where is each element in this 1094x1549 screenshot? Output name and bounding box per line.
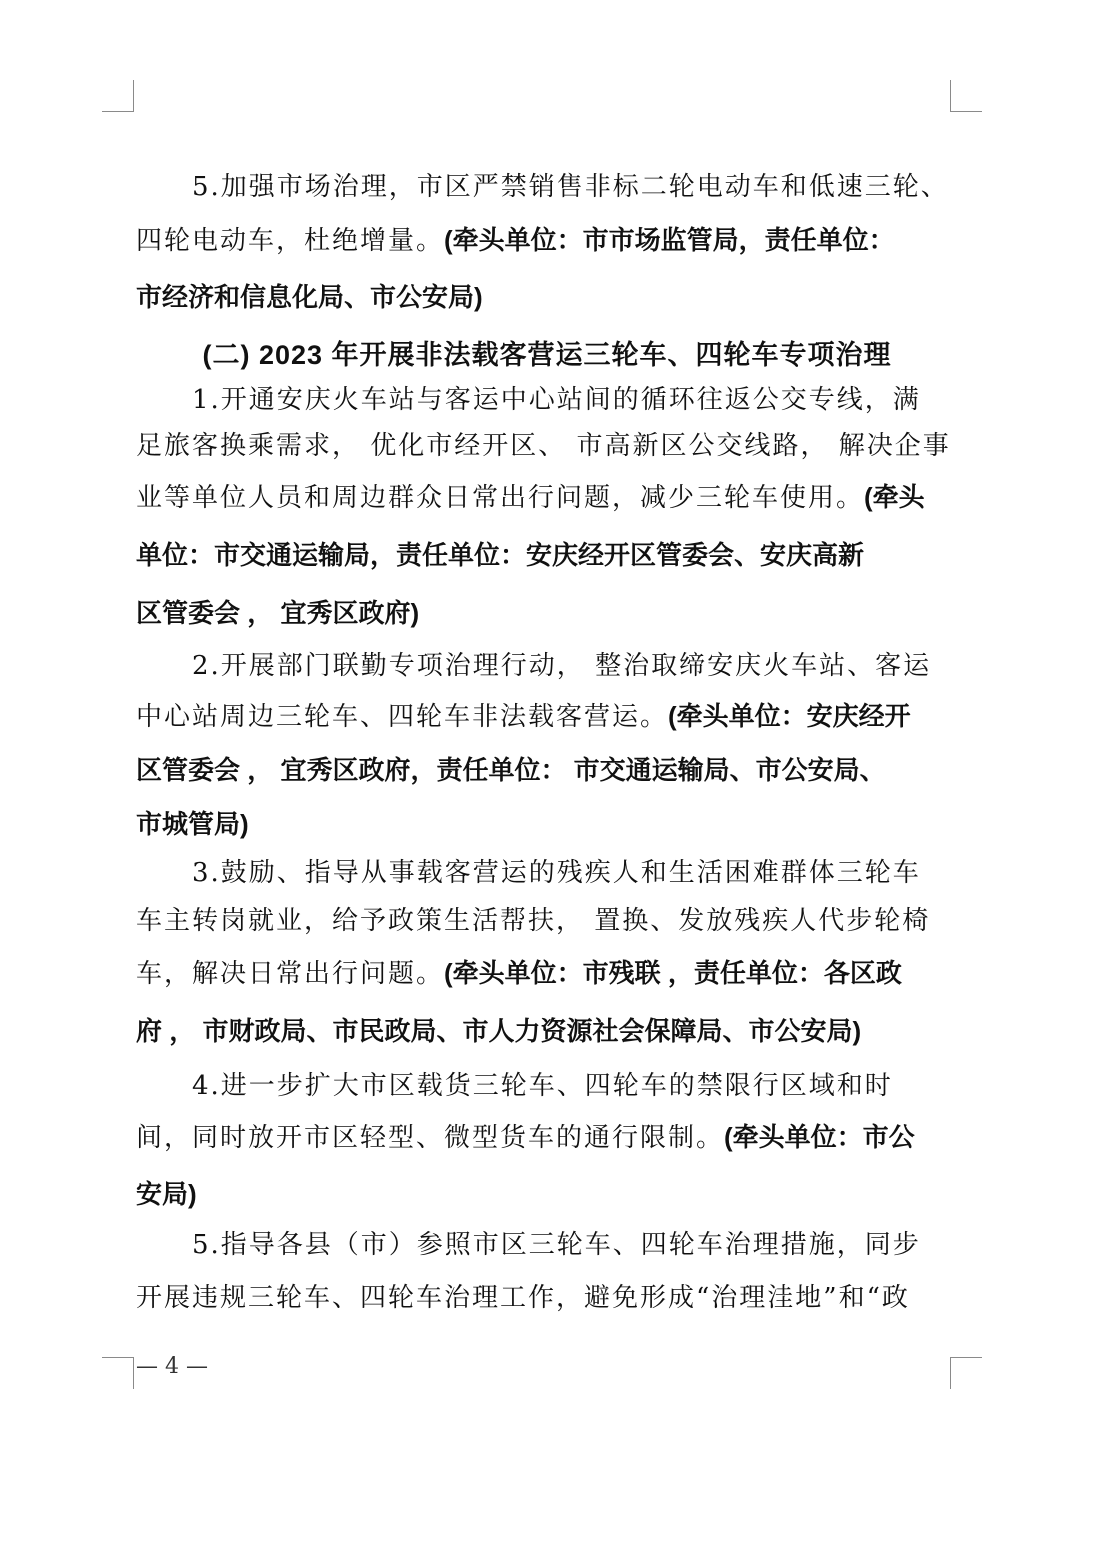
text-line bbox=[136, 1122, 915, 1152]
text-line: 5.指导各县（市）参照市区三轮车、四轮车治理措施，同步 bbox=[192, 1230, 921, 1260]
text-line: 车主转岗就业，给予政策生活帮扶， 置换、发放残疾人代步轮椅 bbox=[136, 906, 931, 936]
text-line: 市城管局) bbox=[136, 809, 249, 839]
responsible-units: (牵头 bbox=[864, 482, 925, 512]
responsible-units: (牵头单位：市残联 ，责任单位：各区政 bbox=[444, 958, 902, 988]
crop-mark bbox=[102, 111, 134, 112]
crop-mark bbox=[133, 1357, 134, 1389]
text-line: 府 ， 市财政局、市民政局、市人力资源社会保障局、市公安局) bbox=[136, 1016, 862, 1046]
text-line: 单位：市交通运输局，责任单位：安庆经开区管委会、安庆高新 bbox=[136, 540, 865, 570]
text-span: 四轮电动车，杜绝增量。 bbox=[136, 226, 445, 256]
text-line bbox=[136, 225, 895, 255]
crop-mark bbox=[950, 80, 951, 112]
text-line: 足旅客换乘需求， 优化市经开区、 市高新区公交线路， 解决企事 bbox=[136, 431, 951, 461]
text-line bbox=[136, 701, 911, 731]
responsible-units: (牵头单位：市市场监管局，责任单位： bbox=[444, 225, 895, 255]
text-line: 开展违规三轮车、四轮车治理工作，避免形成“治理洼地”和“政 bbox=[136, 1283, 910, 1313]
text-line bbox=[136, 482, 925, 512]
crop-mark bbox=[102, 1357, 134, 1358]
text-line: 安局) bbox=[136, 1179, 197, 1209]
text-line: 2.开展部门联勤专项治理行动， 整治取缔安庆火车站、客运 bbox=[192, 651, 932, 681]
section-heading: (二) 2023 年开展非法载客营运三轮车、四轮车专项治理 bbox=[202, 340, 892, 370]
crop-mark bbox=[133, 80, 134, 112]
text-line: 4.进一步扩大市区载货三轮车、四轮车的禁限行区域和时 bbox=[192, 1071, 893, 1101]
responsible-units: (牵头单位：安庆经开 bbox=[668, 701, 911, 731]
responsible-units: (牵头单位：市公 bbox=[724, 1122, 915, 1152]
text-span: 间，同时放开市区轻型、微型货车的通行限制。 bbox=[136, 1123, 725, 1153]
text-line: 1.开通安庆火车站与客运中心站间的循环往返公交专线，满 bbox=[192, 385, 921, 415]
text-line bbox=[136, 958, 902, 988]
crop-mark bbox=[950, 1357, 982, 1358]
text-span: 业等单位人员和周边群众日常出行问题，减少三轮车使用。 bbox=[136, 483, 865, 513]
text-span: 车，解决日常出行问题。 bbox=[136, 959, 445, 989]
text-span: 中心站周边三轮车、四轮车非法载客营运。 bbox=[136, 702, 669, 732]
crop-mark bbox=[950, 111, 982, 112]
text-line: 区管委会 ， 宜秀区政府) bbox=[136, 598, 420, 628]
text-line: 3.鼓励、指导从事载客营运的残疾人和生活困难群体三轮车 bbox=[192, 858, 921, 888]
text-line: 5.加强市场治理，市区严禁销售非标二轮电动车和低速三轮、 bbox=[192, 172, 949, 202]
text-line: 市经济和信息化局、市公安局) bbox=[136, 282, 483, 312]
page-number: — 4 — bbox=[136, 1354, 208, 1379]
crop-mark bbox=[950, 1357, 951, 1389]
text-line: 区管委会 ， 宜秀区政府，责任单位： 市交通运输局、市公安局、 bbox=[136, 755, 886, 785]
